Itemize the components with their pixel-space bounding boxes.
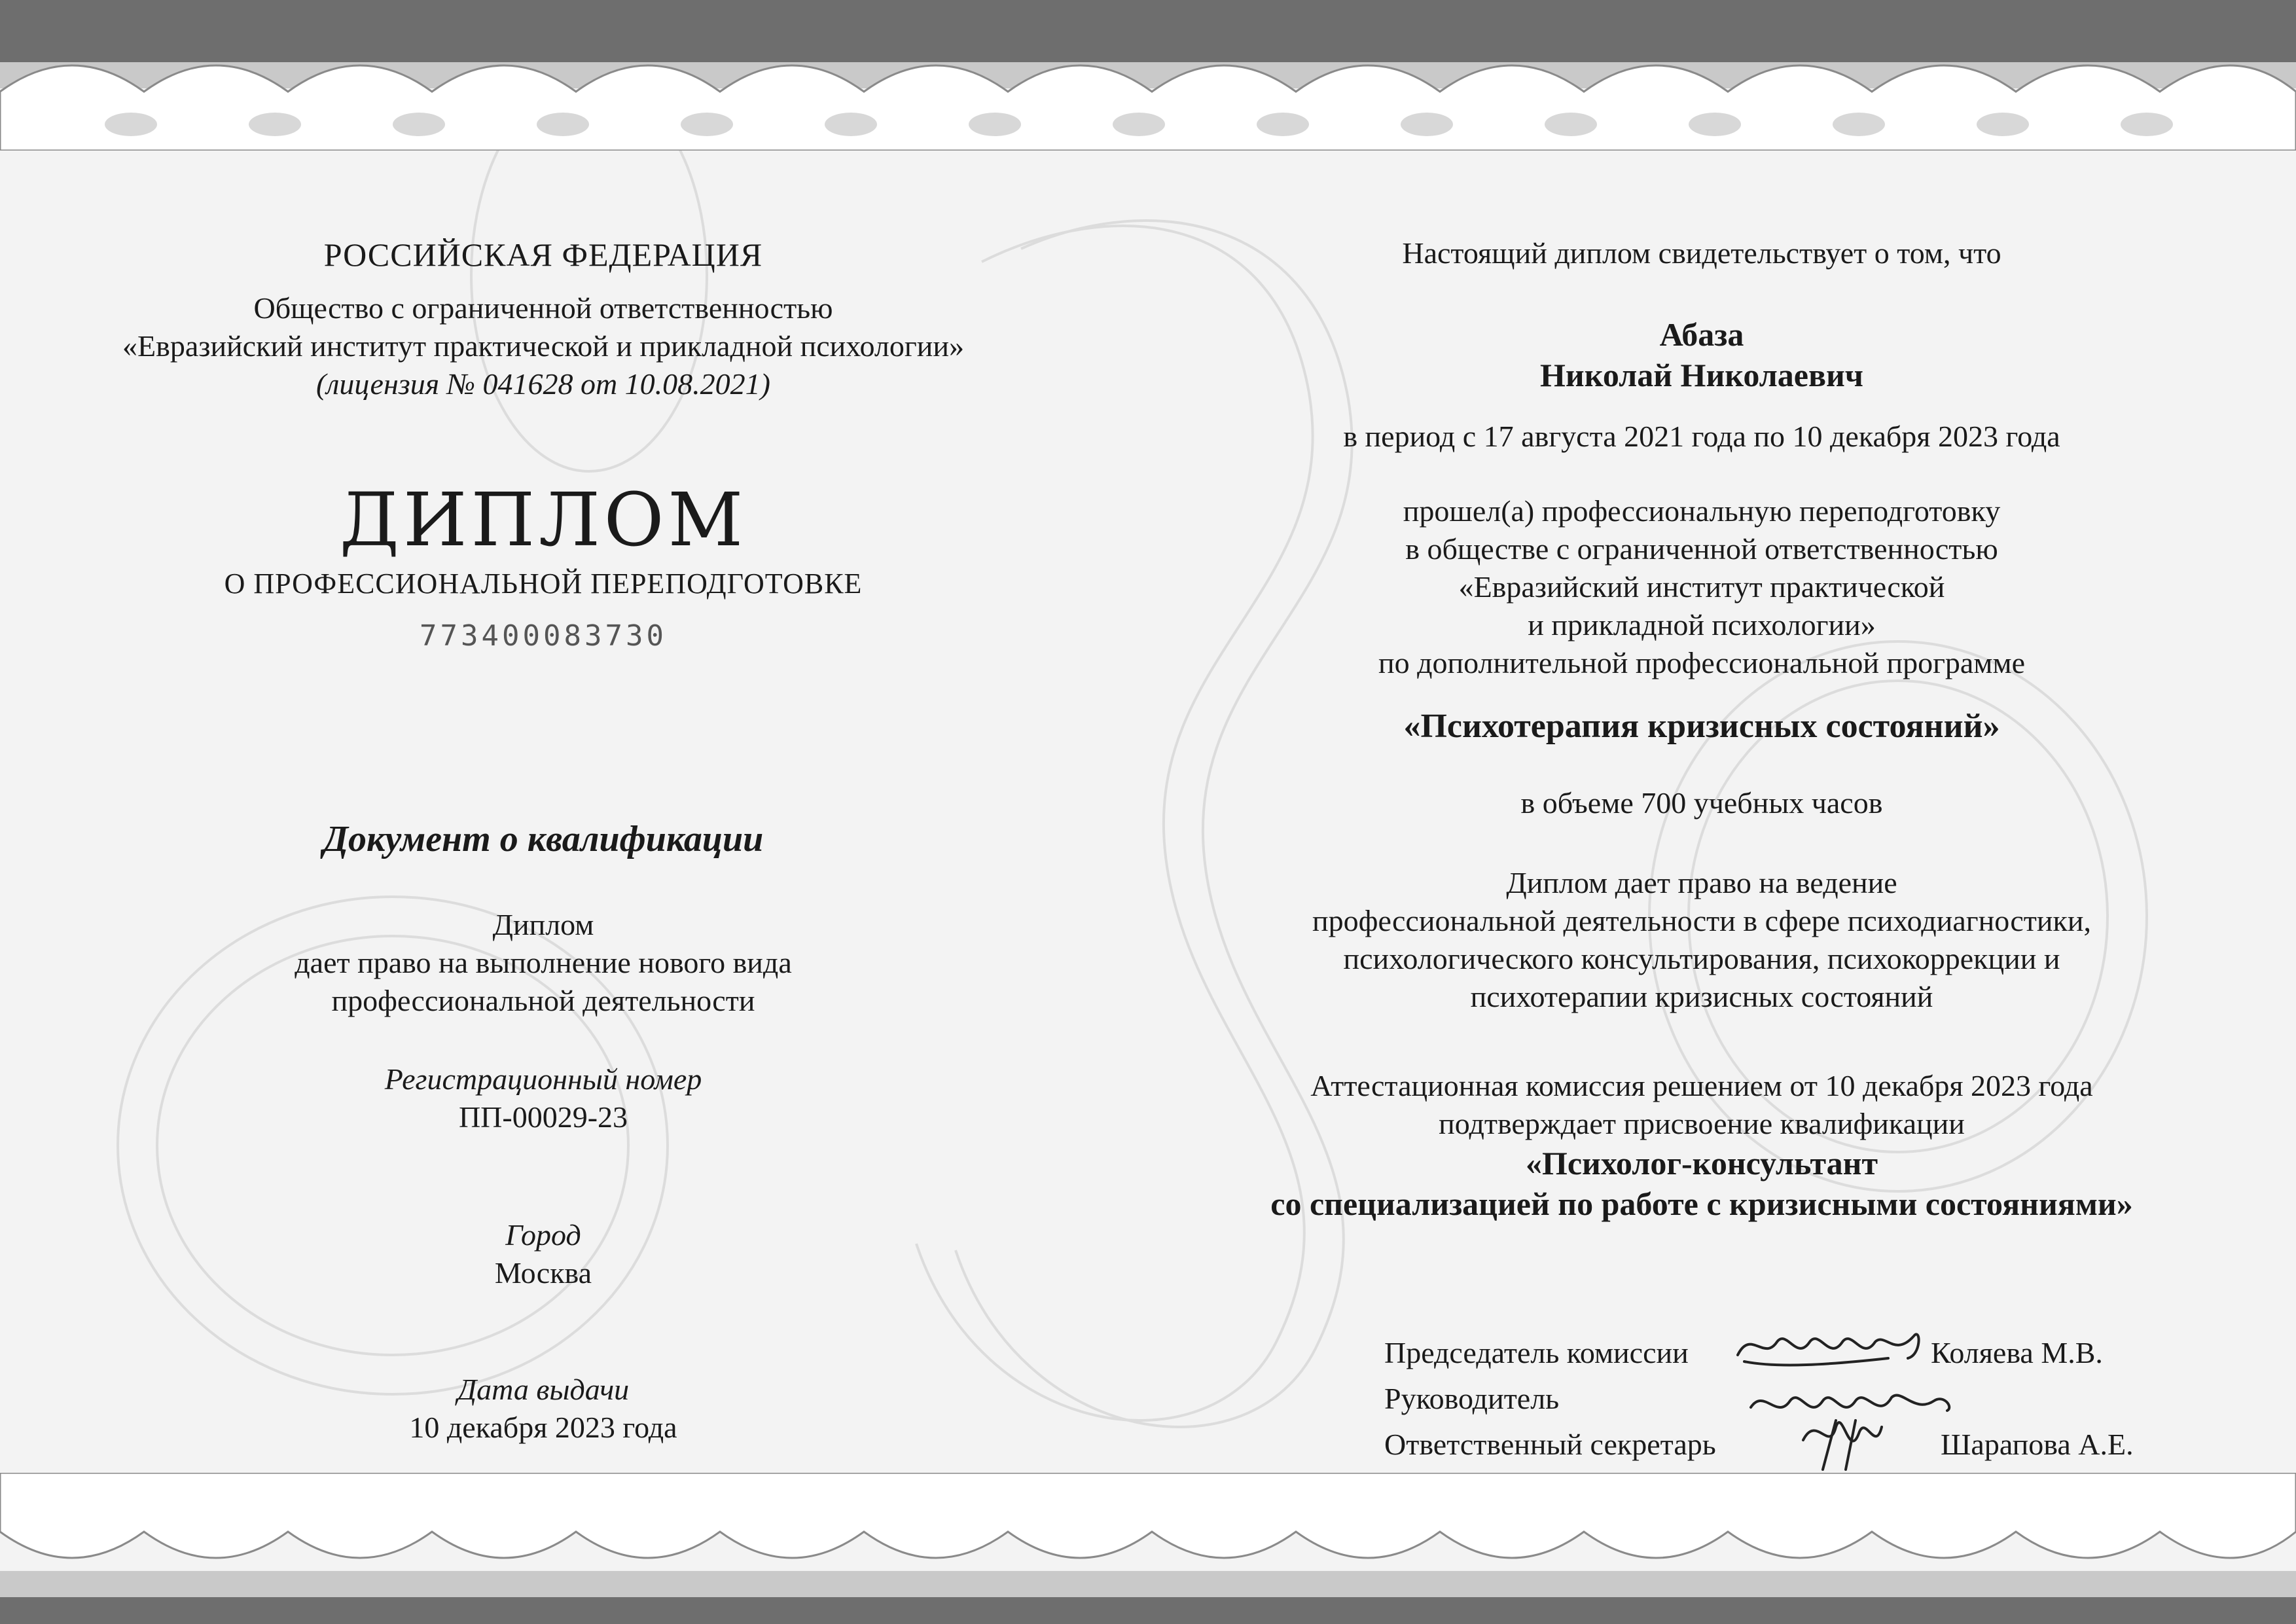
qualification-line-1: «Психолог-консультант [1525,1145,1878,1182]
qualification-rights [1217,864,2186,1016]
city-value: Москва [494,1256,592,1290]
org-line-1: Общество с ограниченной ответственностью [253,291,833,325]
program-title: «Психотерапия кризисных состояний» [1403,708,2000,745]
rights-line-1: Диплом [492,908,594,941]
qual-rights-line-2: профессиональной деятельности в сфере психодиагностики, [1312,904,2091,937]
qual-rights-line-3: психологического консультирования, психокоррекции и [1343,942,2060,975]
city-block [26,1216,1060,1292]
commission-line-2: подтверждает присвоение квалификации [1439,1107,1965,1140]
signature-block [1384,1335,2196,1466]
commission-decision [1217,1067,2186,1224]
name-chairman: Коляева М.В. [1931,1336,2103,1369]
serial-number: 773400083730 [420,619,667,653]
qualification-line-2: со специализацией по работе с кризисными состояниями» [1270,1185,2133,1222]
top-border-ornament [0,0,2296,151]
holder-given-names: Николай Николаевич [1540,357,1863,393]
role-secretary: Ответственный секретарь [1384,1428,1716,1461]
holder-surname: Абаза [1659,316,1744,353]
qual-rights-line-4: психотерапии кризисных состояний [1470,980,1933,1013]
license-line: (лицензия № 041628 от 10.08.2021) [316,367,770,401]
bottom-border-ornament [0,1473,2296,1624]
document-heading: Документ о квалификации [323,819,764,859]
holder-name [1217,314,2186,395]
role-chairman: Председатель комиссии [1384,1336,1689,1369]
name-secretary: Шарапова А.Е. [1941,1428,2134,1461]
certification-intro: Настоящий диплом свидетельствует о том, что [1402,236,2001,270]
city-label: Город [505,1218,581,1252]
study-period: в период с 17 августа 2021 года по 10 декабря 2023 года [1343,420,2060,453]
registration-number: ПП-00029-23 [458,1100,628,1134]
qual-rights-line-1: Диплом дает право на ведение [1506,866,1897,899]
rights-line-2: дает право на выполнение нового вида [295,946,792,979]
program-hours: в объеме 700 учебных часов [1520,786,1883,820]
course-statement [1217,492,2186,682]
diploma-title: ДИПЛОМ [339,478,747,563]
issue-date-label: Дата выдачи [457,1373,630,1406]
country-heading: РОССИЙСКАЯ ФЕДЕРАЦИЯ [323,236,763,273]
handwritten-signatures [1725,1322,2000,1479]
course-line-4: и прикладной психологии» [1528,608,1876,641]
issue-date-block [26,1371,1060,1447]
course-line-5: по дополнительной профессиональной программе [1378,646,2025,679]
registration-block [26,1060,1060,1136]
issuer-organization [26,289,1060,403]
commission-line-1: Аттестационная комиссия решением от 10 декабря 2023 года [1310,1069,2093,1102]
diploma-subtitle: О ПРОФЕССИОНАЛЬНОЙ ПЕРЕПОДГОТОВКЕ [224,568,863,600]
course-line-1: прошел(а) профессиональную переподготовку [1403,494,2001,528]
course-line-2: в обществе с ограниченной ответственностью [1405,532,1998,566]
rights-statement [26,906,1060,1020]
role-head: Руководитель [1384,1382,1560,1415]
rights-line-3: профессиональной деятельности [331,984,755,1017]
org-line-2: «Евразийский институт практической и прикладной психологии» [122,329,964,363]
course-line-3: «Евразийский институт практической [1458,570,1945,604]
registration-label: Регистрационный номер [384,1062,702,1096]
issue-date-value: 10 декабря 2023 года [409,1411,677,1444]
